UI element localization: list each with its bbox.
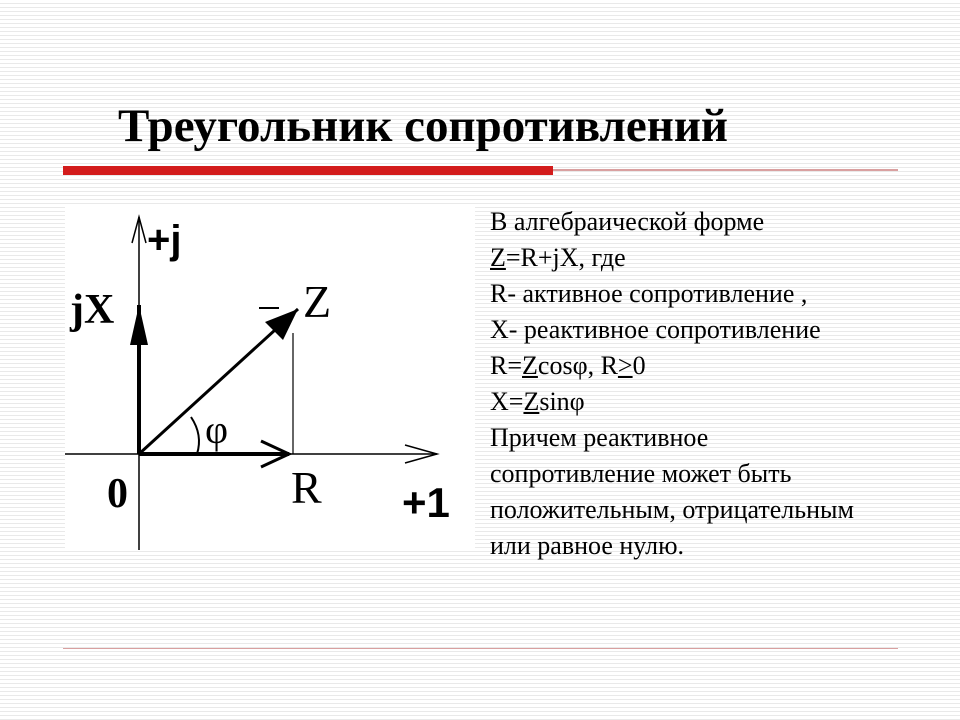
text-line-2: Z=R+jX, где <box>490 243 626 272</box>
title-underline-accent <box>63 166 553 175</box>
text-line-5: R=Zcosφ, R>0 <box>490 351 646 380</box>
text-line-9: положительным, отрицательным <box>490 495 854 524</box>
title-underline-rule <box>553 169 898 171</box>
z-label: Z <box>303 276 332 327</box>
jx-label: jX <box>70 287 115 333</box>
phi-angle-arc <box>191 417 199 454</box>
text-line-3: R- активное сопротивление , <box>490 279 808 308</box>
text-line-7: Причем реактивное <box>490 423 709 452</box>
text-line-6: X=Zsinφ <box>490 387 585 416</box>
r-label: R <box>291 462 322 513</box>
z-underlined: Z <box>490 243 506 272</box>
real-axis-label: +1 <box>402 479 450 526</box>
bottom-rule <box>63 648 898 649</box>
z-underlined: Z <box>523 387 540 416</box>
slide-title: Треугольник сопротивлений <box>118 100 729 152</box>
text-line-1: В алгебраической форме <box>490 207 765 236</box>
text-line-10: или равное нулю. <box>490 531 685 560</box>
phi-label: φ <box>205 407 229 452</box>
description-text <box>490 204 955 564</box>
imag-axis-label: +j <box>147 218 182 262</box>
impedance-triangle-diagram <box>65 205 475 550</box>
jx-vector-arrowhead <box>130 305 148 345</box>
text-line-8: сопротивление может быть <box>490 459 792 488</box>
origin-label: 0 <box>107 471 128 517</box>
text-line-4: X- реактивное сопротивление <box>490 315 821 344</box>
z-underlined: Z <box>522 351 538 380</box>
ge-symbol: > <box>617 351 633 380</box>
